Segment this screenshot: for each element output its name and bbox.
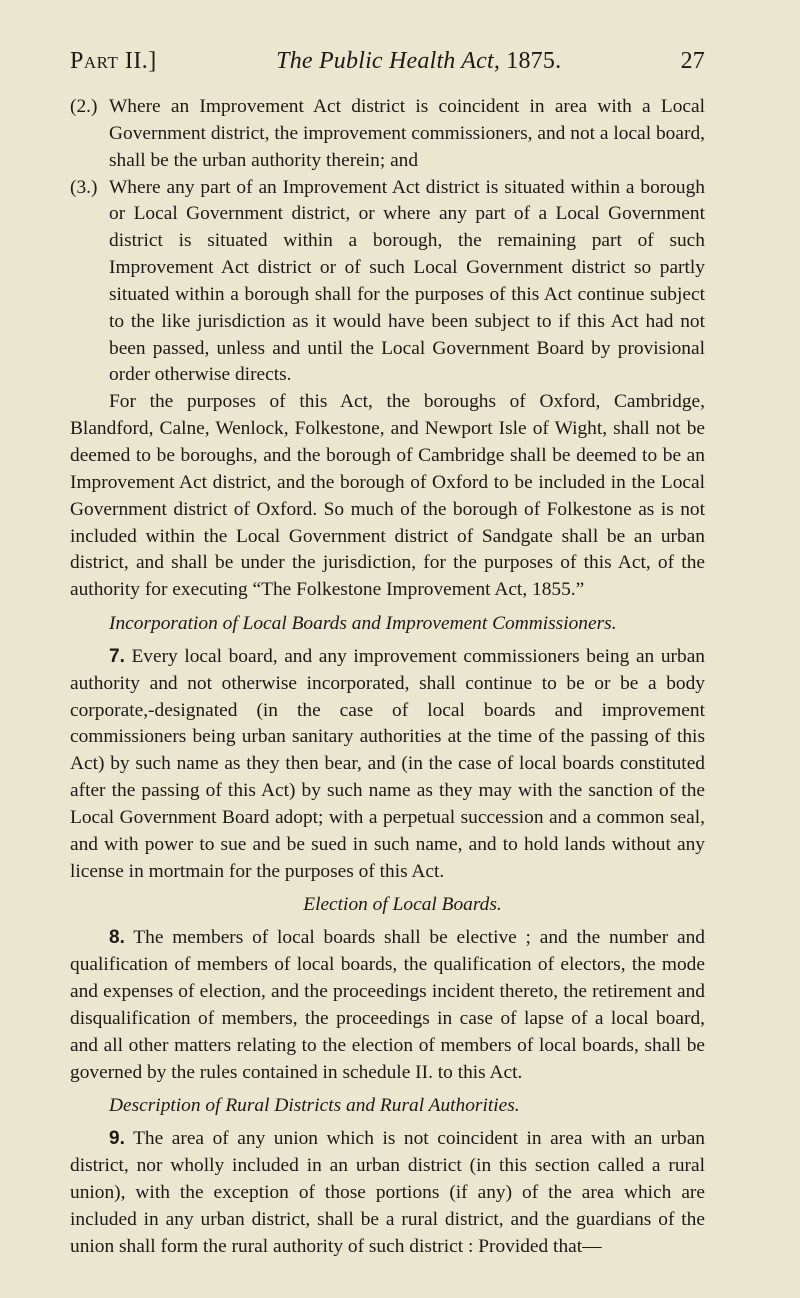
item-number: (3.) — [70, 176, 98, 198]
section-heading: Description of Rural Districts and Rural Authorities. — [109, 1095, 520, 1117]
item-number: (2.) — [70, 96, 98, 117]
section-9 — [70, 1126, 705, 1260]
act-year: 1875. — [506, 48, 562, 74]
section-number: 7. — [109, 645, 125, 667]
running-title — [276, 48, 561, 75]
section-heading: Election of Local Boards. — [303, 894, 502, 916]
running-header — [70, 48, 705, 94]
page-body — [70, 94, 705, 1260]
list-item — [70, 175, 705, 390]
section-7 — [70, 644, 705, 886]
section-number: 9. — [109, 1128, 125, 1150]
page-number: 27 — [680, 48, 705, 74]
part-label: Part II.] — [70, 48, 157, 74]
item-text: Where any part of an Improvement Act district is situated within a borough or Local Government district, or where any part of a Local Government district is situated within a borough, the remaining part of such Improvement Act district or of such Local Government district so partly situated within a borough shall for the purposes of this Act continue subject to the like jurisdiction as it would have been subject to if this Act had not been passed, unless and until the Local Government Board by provisional order otherwise directs. — [109, 176, 705, 386]
section-heading: Incorporation of Local Boards and Improvement Commissioners. — [109, 613, 617, 635]
section-text: Every local board, and any improvement commissioners being an urban authority and not otherwise incorporated, shall continue to be or be a body corporate,-designated (in the case of local boards and improvement commissioners being urban sanitary authorities at the time of the passing of this Act) by such name as they then bear, and (in the case of local boards constituted after the passing of this Act) by such name as they may with the sanction of the Local Government Board adopt; with a perpetual succession and a common seal, and with power to sue and be sued in such name, and to hold lands without any license in mortmain for the purposes of this Act. — [70, 645, 705, 882]
body-paragraph: For the purposes of this Act, the boroughs of Oxford, Cambridge, Blandford, Calne, Wenlock, Folkestone, and Newport Isle of Wight, shall not be deemed to be boroughs, and the borough of Cambridge shall be deemed to be an Improvement Act district, and the borough of Oxford to be included in the Local Government district of Oxford. So much of the borough of Folkestone as is not included within the Local Government district of Sandgate shall be an urban district, and shall be under the jurisdiction, for the purposes of this Act, of the authority for executing “The Folkestone Improvement Act, 1855.” — [70, 391, 705, 601]
list-item — [70, 94, 705, 175]
section-text: The members of local boards shall be elective ; and the number and qualification of members of local boards, the qualification of electors, the mode and expenses of election, and the proceedings incident thereto, the retirement and disqualification of members, the proceedings in case of lapse of a local board, and all other matters relating to the election of members of local boards, shall be governed by the rules contained in schedule II. to this Act. — [70, 927, 705, 1083]
section-number: 8. — [109, 927, 125, 949]
section-8 — [70, 925, 705, 1086]
section-text: The area of any union which is not coincident in area with an urban district, nor wholly included in an urban district (in this section called a rural union), with the exception of those portions (if any) of the area which are included in any urban district, shall be a rural district, and the guardians of the union shall form the rural authority of such district : Provided that— — [70, 1128, 705, 1257]
item-text: Where an Improvement Act district is coincident in area with a Local Government district, the improvement commissioners, and not a local board, shall be the urban authority therein; and — [109, 96, 705, 171]
act-title: The Public Health Act, — [276, 48, 507, 74]
